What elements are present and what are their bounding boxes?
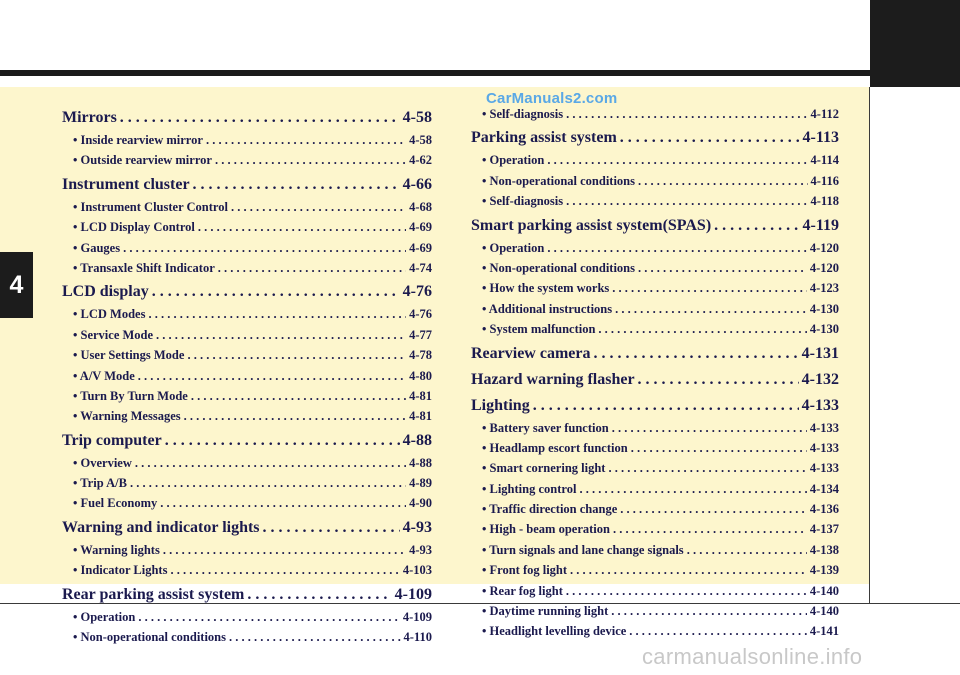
toc-item-turn-by-turn-mode[interactable] xyxy=(62,389,432,409)
item-label: • Transaxle Shift Indicator xyxy=(73,260,215,275)
toc-item-operation[interactable] xyxy=(471,153,839,173)
dot-leader xyxy=(631,441,807,456)
page-number: 4-133 xyxy=(809,420,839,435)
item-label: • Instrument Cluster Control xyxy=(73,199,228,214)
page-number: 4-80 xyxy=(409,368,432,383)
item-label: • User Settings Mode xyxy=(73,348,185,363)
header-rule xyxy=(0,70,960,76)
toc-item-lighting-control[interactable] xyxy=(471,482,839,502)
dot-leader xyxy=(608,461,806,476)
dot-leader xyxy=(120,109,400,127)
page-number: 4-139 xyxy=(809,563,839,578)
page-number: 4-69 xyxy=(409,220,432,235)
item-label: • Rear fog light xyxy=(482,583,563,598)
item-label: • Smart cornering light xyxy=(482,461,606,476)
dot-leader xyxy=(138,610,399,625)
toc-item-high-beam-operation[interactable] xyxy=(471,522,839,542)
page-number: 4-93 xyxy=(402,518,432,536)
toc-item-service-mode[interactable] xyxy=(62,328,432,348)
section-title: Hazard warning flasher xyxy=(471,370,635,388)
item-label: • Lighting control xyxy=(482,481,577,496)
page-number: 4-88 xyxy=(409,455,432,470)
dot-leader xyxy=(247,586,391,604)
toc-item-fuel-economy[interactable] xyxy=(62,496,432,516)
item-label: • Self-diagnosis xyxy=(482,107,564,121)
dot-leader xyxy=(566,107,807,122)
dot-leader xyxy=(613,522,807,537)
dot-leader xyxy=(629,624,807,639)
item-label: • A/V Mode xyxy=(73,368,135,383)
page-number: 4-77 xyxy=(409,327,432,342)
dot-leader xyxy=(135,456,406,471)
dot-leader xyxy=(570,563,807,578)
page-number: 4-66 xyxy=(402,175,432,193)
toc-item-warning-lights[interactable] xyxy=(62,543,432,563)
item-label: • Warning lights xyxy=(73,542,160,557)
toc-item-rear-fog-light[interactable] xyxy=(471,584,839,604)
item-label: • Operation xyxy=(482,240,545,255)
page-number: 4-109 xyxy=(402,609,432,624)
toc-item-additional-instructions[interactable] xyxy=(471,302,839,322)
page-number: 4-112 xyxy=(810,107,839,121)
dot-leader xyxy=(620,502,807,517)
toc-item-self-diagnosis[interactable] xyxy=(471,107,839,127)
dot-leader xyxy=(638,261,807,276)
page-number: 4-93 xyxy=(409,542,432,557)
page-number: 4-138 xyxy=(809,542,839,557)
dot-leader xyxy=(184,409,406,424)
dot-leader xyxy=(218,261,406,276)
toc-column-right xyxy=(471,107,839,645)
item-label: • Outside rearview mirror xyxy=(73,153,212,168)
page-number: 4-81 xyxy=(409,388,432,403)
page-number: 4-78 xyxy=(409,348,432,363)
dot-leader xyxy=(165,432,400,450)
dot-leader xyxy=(130,476,406,491)
toc-column-left xyxy=(62,107,432,650)
toc-item-daytime-running-light[interactable] xyxy=(471,604,839,624)
item-label: • Daytime running light xyxy=(482,604,609,619)
toc-item-turn-signals-and-lane-change-signals[interactable] xyxy=(471,543,839,563)
page-number: 4-119 xyxy=(802,216,839,234)
toc-item-non-operational-conditions[interactable] xyxy=(62,630,432,650)
dot-leader xyxy=(620,129,800,147)
section-title: Smart parking assist system(SPAS) xyxy=(471,216,712,234)
section-title: LCD display xyxy=(62,283,149,301)
dot-leader xyxy=(566,194,807,209)
section-title: Rear parking assist system xyxy=(62,585,245,603)
toc-section-lcd-display[interactable] xyxy=(62,283,432,307)
toc-item-lcd-modes[interactable] xyxy=(62,307,432,327)
page-number: 4-134 xyxy=(809,481,839,496)
section-title: Instrument cluster xyxy=(62,175,190,193)
item-label: • Turn By Turn Mode xyxy=(73,388,188,403)
dot-leader xyxy=(612,281,807,296)
toc-item-self-diagnosis[interactable] xyxy=(471,194,839,214)
item-label: • Traffic direction change xyxy=(482,502,618,517)
toc-section-warning-and-indicator-lights[interactable] xyxy=(62,519,432,543)
toc-item-operation[interactable] xyxy=(62,610,432,630)
page-number: 4-140 xyxy=(809,604,839,619)
watermark-top: CarManuals2.com xyxy=(486,90,618,107)
toc-item-instrument-cluster-control[interactable] xyxy=(62,200,432,220)
item-label: • Fuel Economy xyxy=(73,496,158,511)
dot-leader xyxy=(163,543,406,558)
watermark-bottom: carmanualsonline.info xyxy=(642,644,863,669)
item-label: • Indicator Lights xyxy=(73,563,168,578)
page-number: 4-90 xyxy=(409,496,432,511)
dot-leader xyxy=(598,322,806,337)
page-number: 4-76 xyxy=(402,283,432,301)
item-label: • Service Mode xyxy=(73,327,154,342)
dot-leader xyxy=(611,604,807,619)
page-number: 4-133 xyxy=(809,440,839,455)
dot-leader xyxy=(594,345,799,363)
item-label: • Headlight levelling device xyxy=(482,624,627,639)
toc-item-system-malfunction[interactable] xyxy=(471,322,839,342)
toc-item-traffic-direction-change[interactable] xyxy=(471,502,839,522)
dot-leader xyxy=(547,153,807,168)
item-label: • LCD Display Control xyxy=(73,220,195,235)
dot-leader xyxy=(229,630,401,645)
item-label: • Self-diagnosis xyxy=(482,194,564,209)
toc-item-transaxle-shift-indicator[interactable] xyxy=(62,261,432,281)
page-number: 4-88 xyxy=(402,431,432,449)
item-label: • System malfunction xyxy=(482,322,596,337)
section-title: Lighting xyxy=(471,396,530,414)
toc-section-rear-parking-assist-system[interactable] xyxy=(62,586,432,610)
page-number: 4-109 xyxy=(394,585,432,603)
item-label: • Turn signals and lane change signals xyxy=(482,542,684,557)
section-title: Mirrors xyxy=(62,109,117,126)
page-number: 4-113 xyxy=(802,129,839,147)
page-number: 4-140 xyxy=(809,583,839,598)
page-number: 4-110 xyxy=(403,630,432,645)
toc-section-parking-assist-system[interactable] xyxy=(471,129,839,153)
corner-tab xyxy=(870,0,960,87)
dot-leader xyxy=(193,176,400,194)
toc-item-non-operational-conditions[interactable] xyxy=(471,174,839,194)
toc-item-headlight-levelling-device[interactable] xyxy=(471,624,839,644)
page-number: 4-89 xyxy=(409,476,432,491)
toc-section-smart-parking-assist-system-spas[interactable] xyxy=(471,217,839,241)
item-label: • Inside rearview mirror xyxy=(73,133,203,147)
item-label: • Headlamp escort function xyxy=(482,440,628,455)
dot-leader xyxy=(263,519,400,537)
toc-item-outside-rearview-mirror[interactable] xyxy=(62,153,432,173)
toc-section-lighting[interactable] xyxy=(471,397,839,421)
page-number: 4-62 xyxy=(409,153,432,168)
page-number: 4-123 xyxy=(809,281,839,296)
page-number: 4-133 xyxy=(809,461,839,476)
page-number: 4-131 xyxy=(801,344,839,362)
toc-item-smart-cornering-light[interactable] xyxy=(471,461,839,481)
page-number: 4-114 xyxy=(810,153,839,168)
dot-leader xyxy=(170,563,399,578)
toc-section-hazard-warning-flasher[interactable] xyxy=(471,371,839,395)
toc-item-gauges[interactable] xyxy=(62,241,432,261)
page-number: 4-58 xyxy=(409,133,432,147)
right-margin-rule xyxy=(869,87,870,604)
toc-item-headlamp-escort-function[interactable] xyxy=(471,441,839,461)
section-title: Warning and indicator lights xyxy=(62,518,260,536)
item-label: • Non-operational conditions xyxy=(73,630,227,645)
item-label: • How the system works xyxy=(482,281,610,296)
item-label: • Overview xyxy=(73,455,132,470)
dot-leader xyxy=(138,369,406,384)
page-number: 4-130 xyxy=(809,322,839,337)
chapter-tab[interactable]: 4 xyxy=(0,252,33,318)
item-label: • Non-operational conditions xyxy=(482,173,636,188)
toc-section-mirrors[interactable] xyxy=(62,109,432,133)
dot-leader xyxy=(123,241,406,256)
dot-leader xyxy=(638,371,799,389)
dot-leader xyxy=(160,496,406,511)
page-number: 4-116 xyxy=(810,173,839,188)
item-label: • LCD Modes xyxy=(73,307,146,322)
toc-section-instrument-cluster[interactable] xyxy=(62,176,432,200)
section-title: Parking assist system xyxy=(471,129,617,147)
page-number: 4-132 xyxy=(801,370,839,388)
section-title: Rearview camera xyxy=(471,344,591,362)
toc-item-a-v-mode[interactable] xyxy=(62,369,432,389)
item-label: • Non-operational conditions xyxy=(482,260,636,275)
page-number: 4-76 xyxy=(409,307,432,322)
item-label: • Warning Messages xyxy=(73,409,181,424)
toc-item-indicator-lights[interactable] xyxy=(62,563,432,583)
item-label: • Gauges xyxy=(73,240,121,255)
dot-leader xyxy=(566,584,807,599)
page-number: 4-120 xyxy=(809,240,839,255)
page-number: 4-120 xyxy=(809,260,839,275)
toc-section-trip-computer[interactable] xyxy=(62,432,432,456)
toc-item-non-operational-conditions[interactable] xyxy=(471,261,839,281)
item-label: • Front fog light xyxy=(482,563,568,578)
page-number: 4-136 xyxy=(809,502,839,517)
dot-leader xyxy=(533,397,799,415)
toc-item-user-settings-mode[interactable] xyxy=(62,348,432,368)
dot-leader xyxy=(152,283,400,301)
toc-item-how-the-system-works[interactable] xyxy=(471,281,839,301)
toc-item-front-fog-light[interactable] xyxy=(471,563,839,583)
page-number: 4-137 xyxy=(809,522,839,537)
dot-leader xyxy=(615,302,807,317)
toc-item-warning-messages[interactable] xyxy=(62,409,432,429)
item-label: • Operation xyxy=(73,609,136,624)
item-label: • Battery saver function xyxy=(482,420,609,435)
page-number: 4-130 xyxy=(809,301,839,316)
page-number: 4-58 xyxy=(402,109,432,126)
toc-section-rearview-camera[interactable] xyxy=(471,345,839,369)
toc-item-trip-a-b[interactable] xyxy=(62,476,432,496)
toc-item-operation[interactable] xyxy=(471,241,839,261)
dot-leader xyxy=(638,174,808,189)
page-number: 4-118 xyxy=(810,194,839,209)
dot-leader xyxy=(191,389,406,404)
dot-leader xyxy=(187,348,406,363)
page-number: 4-81 xyxy=(409,409,432,424)
page-number: 4-141 xyxy=(809,624,839,639)
dot-leader xyxy=(612,421,807,436)
page-number: 4-103 xyxy=(402,563,432,578)
item-label: • Trip A/B xyxy=(73,476,127,491)
toc-item-inside-rearview-mirror[interactable] xyxy=(62,133,432,153)
dot-leader xyxy=(156,328,406,343)
dot-leader xyxy=(206,133,406,148)
dot-leader xyxy=(687,543,807,558)
dot-leader xyxy=(215,153,406,168)
section-title: Trip computer xyxy=(62,431,162,449)
toc-item-overview[interactable] xyxy=(62,456,432,476)
toc-item-lcd-display-control[interactable] xyxy=(62,220,432,240)
item-label: • Operation xyxy=(482,153,545,168)
page-number: 4-133 xyxy=(801,396,839,414)
dot-leader xyxy=(547,241,806,256)
page-number: 4-74 xyxy=(409,260,432,275)
dot-leader xyxy=(714,217,799,235)
toc-item-battery-saver-function[interactable] xyxy=(471,421,839,441)
item-label: • High - beam operation xyxy=(482,522,610,537)
item-label: • Additional instructions xyxy=(482,301,613,316)
dot-leader xyxy=(579,482,806,497)
dot-leader xyxy=(198,220,406,235)
page-number: 4-68 xyxy=(409,199,432,214)
dot-leader xyxy=(231,200,406,215)
dot-leader xyxy=(148,307,406,322)
page-number: 4-69 xyxy=(409,240,432,255)
